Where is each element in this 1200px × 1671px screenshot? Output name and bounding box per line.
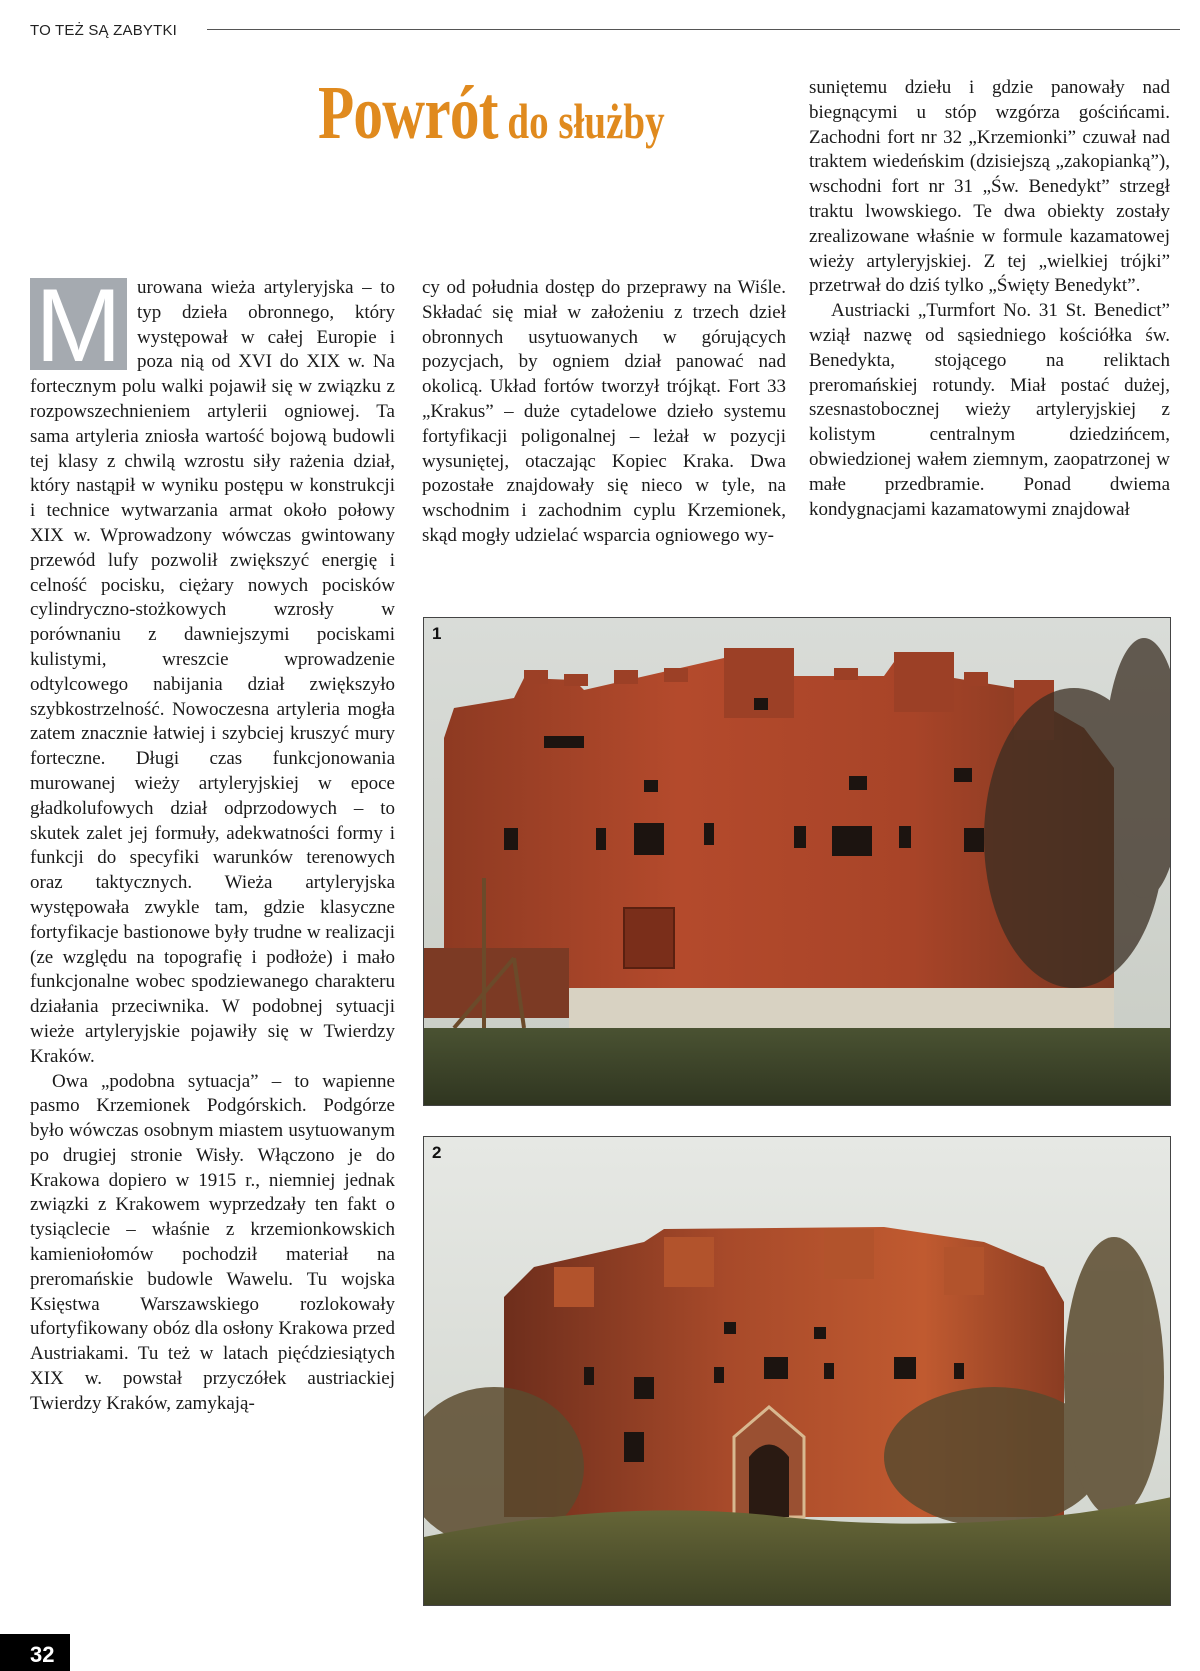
fort-image-1 [424, 618, 1171, 1106]
photo-number: 2 [432, 1143, 442, 1162]
header-rule [207, 29, 1180, 30]
article-title [318, 70, 689, 180]
section-label: TO TEŻ SĄ ZABYTKI [30, 22, 178, 39]
title-main: Powrót [318, 71, 498, 155]
text-column-2 [422, 276, 786, 549]
fort-photo-1 [423, 617, 1171, 1106]
paragraph: suniętemu dziełu i gdzie panowały nad biegnącymi u stóp wzgórza gościńcami. Zachodni fort nr 32 „Krzemionki” czuwał nad traktem wiedeńskim (dzisiejszą „zakopianką”), wschodni fort nr 31 „Św. Benedykt” strzegł traktu lwowskiego. Te dwa obiekty zostały zrealizowane właśnie w formule kazamatowej wieży artyleryjskiej. Z tej „wielkiej trójki” przetrwał do dziś tylko „Święty Benedykt”. [809, 77, 1170, 297]
fort-photo-2 [423, 1136, 1171, 1606]
photo-number: 1 [432, 624, 442, 643]
text-column-3 [809, 76, 1170, 522]
paragraph: Austriacki „Turmfort No. 31 St. Benedict” wziął nazwę od sąsiedniego kościółka św. Benedykta, stojącego na reliktach preromańskiej rotundy. Miał postać dużej, szesnastobocznej wieży artyleryjskiej z kolistym centralnym dziedzińcem, obwiedzionej wałem ziemnym, zaopatrzonej w małe przedbramie. Ponad dwiema kondygnacjami kazamatowymi znajdował [809, 300, 1170, 520]
drop-cap: M [30, 278, 127, 370]
paragraph: Owa „podobna sytuacja” – to wapienne pasmo Krzemionek Podgórskich. Podgórze było wówczas osobnym miastem usytuowanym po drugiej stronie Wisły. Włączono je do Krakowa dopiero w 1915 r., niemniej jednak związki z Krakowem wyprzedzały ten fakt o tysiąclecie – właśnie z krzemionkowskich kamieniołomów pochodził materiał na preromańskie budowle Wawelu. Tu wojska Księstwa Warszawskiego rozlokowały ufortyfikowany obóz dla osłony Krakowa przed Austriakami. Tu też w latach pięćdziesiątych XIX w. powstał przyczółek austriackiej Twierdzy Kraków, zamykają- [30, 1070, 395, 1414]
title-secondary: do służby [497, 93, 665, 149]
paragraph: cy od południa dostęp do przeprawy na Wiśle. Składać się miał w założeniu z trzech dzieł obronnych usytuowanych w górujących pozycjach, by ogniem dział panować nad okolicą. Układ fortów tworzył trójkąt. Fort 33 „Krakus” – duże cytadelowe dzieło systemu fortyfikacji poligonalnej – leżał w pozycji wysuniętej, otaczając Kopiec Kraka. Dwa pozostałe znajdowały się nieco w tyle, na wschodnim i zachodnim cyplu Krzemionek, skąd mogły udzielać wsparcia ogniowego wy- [422, 277, 786, 546]
page-number: 32 [0, 1634, 70, 1671]
paragraph: urowana wieża artyleryjska – to typ dzieła obronnego, który występował w całej Europie i poza nią od XVI do XIX w. Na fortecznym polu walki pojawił się w związku z rozpowszechnieniem artylerii ogniowej. Ta sama artyleria zniosła wartość bojową budowli tej klasy z chwilą wzrostu siły rażenia dział, który nastąpił w wyniku postępu w konstrukcji i technice wytwarzania armat około połowy XIX w. Wprowadzony wówczas gwintowany przewód lufy pozwolił zwiększyć energię i celność pocisku, ciężary nowych pocisków cylindryczno-stożkowych wzrosły w porównaniu z dawniejszymi pociskami kulistymi, wreszcie wprowadzenie odtylcowego nabijania dział zwiększyło szybkostrzelność. Nowoczesna artyleria mogła zatem znacznie łatwiej i szybciej kruszyć mury forteczne. Długi czas funkcjonowania murowanej wieży artyleryjskiej w epoce gładkolufowych dział odprzodowych – to skutek zalet jej formuły, adekwatności formy i funkcji do specyfiki warunków terenowych oraz taktycznych. Wieża artyleryjska występowała zwykle tam, gdzie klasyczne fortyfikacje bastionowe były trudne w realizacji (ze względu na topografię i podłoże) i mało funkcjonalne wobec spodziewanego charakteru działania przeciwnika. W podobnej sytuacji wieże artyleryjskie pojawiły się w Twierdzy Kraków. [30, 277, 395, 1067]
text-column-1 [30, 268, 395, 1417]
running-head [30, 20, 1180, 42]
fort-image-2 [424, 1137, 1171, 1606]
